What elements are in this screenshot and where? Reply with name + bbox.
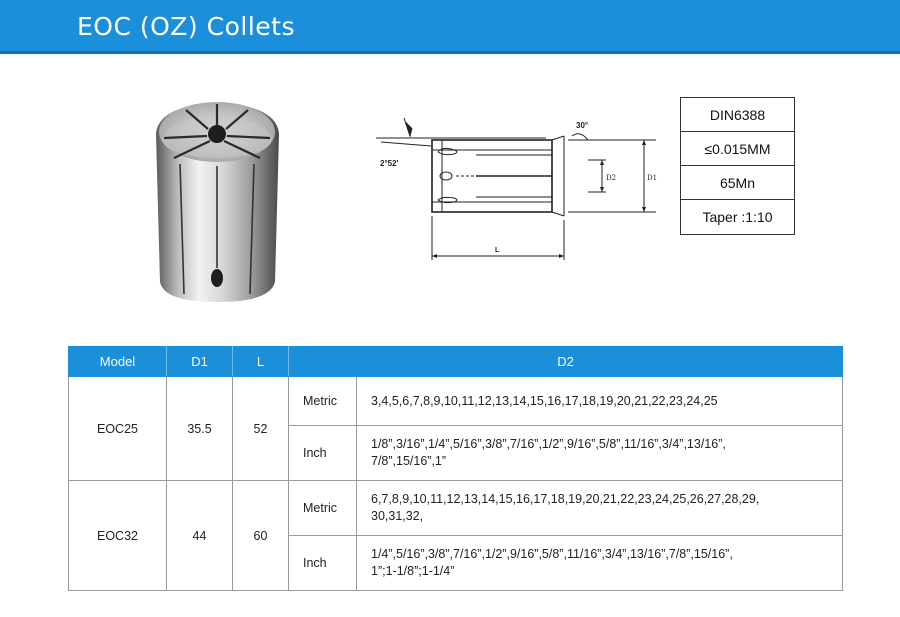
d2-values-cell	[357, 481, 843, 536]
d2-values-cell	[357, 536, 843, 591]
top-angle-label: 30°	[576, 121, 589, 130]
d1-dimension-label: D1	[647, 174, 658, 182]
spec-box	[680, 97, 795, 235]
d2-values-cell	[357, 426, 843, 481]
l-cell: 52	[233, 377, 289, 481]
d1-cell: 44	[167, 481, 233, 591]
d2-values-cell: 3,4,5,6,7,8,9,10,11,12,13,14,15,16,17,18,19,20,21,22,23,24,25	[357, 377, 843, 426]
table-header-row	[69, 347, 843, 377]
model-cell: EOC25	[69, 377, 167, 481]
values-line: 1”;1-1/8”;1-1/4”	[371, 564, 455, 578]
values-line: 1/4”,5/16”,3/8”,7/16”,1/2”,9/16”,5/8”,11/16”,3/4”,13/16”,7/8”,15/16”,	[371, 547, 733, 561]
angle-label: 2°52'	[380, 159, 399, 168]
values-line: 30,31,32,	[371, 509, 424, 523]
spec-material: 65Mn	[681, 166, 794, 200]
collet-technical-drawing	[376, 112, 661, 262]
d1-cell: 35.5	[167, 377, 233, 481]
length-dimension-label: L	[495, 247, 500, 254]
header-model: Model	[69, 347, 167, 377]
unit-cell: Metric	[289, 377, 357, 426]
spec-tolerance: ≤0.015MM	[681, 132, 794, 166]
header-d2: D2	[289, 347, 843, 377]
l-cell: 60	[233, 481, 289, 591]
values-line: 7/8”,15/16”,1”	[371, 454, 447, 468]
table-row	[69, 377, 843, 426]
page-title: EOC (OZ) Collets	[77, 12, 295, 41]
unit-cell: Metric	[289, 481, 357, 536]
spec-standard: DIN6388	[681, 98, 794, 132]
table-row	[69, 481, 843, 536]
collet-spec-table	[68, 346, 843, 591]
values-line: 1/8”,3/16”,1/4”,5/16”,3/8”,7/16”,1/2”,9/16”,5/8”,11/16”,3/4”,13/16”,	[371, 437, 726, 451]
collet-photo	[150, 96, 285, 306]
header-d1: D1	[167, 347, 233, 377]
unit-cell: Inch	[289, 426, 357, 481]
values-line: 6,7,8,9,10,11,12,13,14,15,16,17,18,19,20,21,22,23,24,25,26,27,28,29,	[371, 492, 760, 506]
d2-dimension-label: D2	[606, 174, 617, 182]
page-header	[0, 0, 900, 54]
spec-taper: Taper :1:10	[702, 209, 773, 225]
unit-cell: Inch	[289, 536, 357, 591]
model-cell: EOC32	[69, 481, 167, 591]
header-l: L	[233, 347, 289, 377]
